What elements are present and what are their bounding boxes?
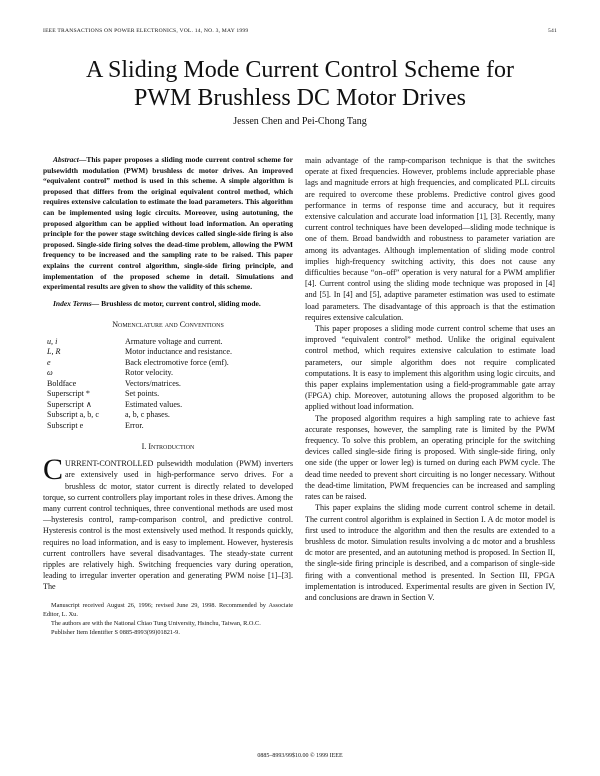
abstract	[43, 155, 293, 293]
title-line-1: A Sliding Mode Current Control Scheme for	[86, 57, 514, 83]
footnotes	[43, 601, 293, 637]
right-column	[305, 155, 555, 603]
introduction-heading: I. Introduction	[141, 442, 195, 452]
nom-desc: Motor inductance and resistance.	[125, 347, 232, 357]
nom-desc: Back electromotive force (emf).	[125, 357, 229, 367]
nom-desc: Armature voltage and current.	[125, 336, 223, 346]
index-terms	[43, 299, 293, 310]
nom-desc: Vectors/matrices.	[125, 378, 181, 388]
body-paragraph: This paper explains the sliding mode current control scheme in detail. The current control algorithm is explained in Section I. A dc motor model is first used to introduce the algorithm and then the results are extended to a brushless dc motor. Simulation results involving a dc motor and a brushless dc motor are presented, and an autotuning method is proposed. In Section II, the single-side firing principle is described, and a comparison of single-side firing with a conventional method is presented. In Section III, FPGA implementation is introduced. Experimental results are given in Section IV, and conclusions are drawn in Section V.	[305, 503, 555, 602]
nom-desc: Set points.	[125, 389, 160, 399]
nom-symbol: u, i	[47, 336, 58, 346]
nom-symbol: Superscript *	[47, 389, 90, 399]
nom-symbol: e	[47, 357, 51, 367]
index-terms-lead: Index Terms—	[53, 298, 100, 308]
introduction-paragraph	[43, 453, 293, 592]
body-paragraph: This paper proposes a sliding mode current control scheme that uses an improved “equivalent control” method. Unlike the original equivalent control method, which requires extensive calculation to estimate load parameters, our simple algorithm does not require complicated computations. It is easy to implement this algorithm using logic circuits, and this paper explains implementation using a field-programmable gate array (FPGA) chip. Moreover, autotuning allows the proposed algorithm to be applied without load information.	[305, 324, 555, 412]
nomenclature-table	[47, 337, 232, 432]
nom-desc: Estimated values.	[125, 399, 183, 409]
index-terms-text: Brushless dc motor, current control, sliding mode.	[101, 298, 261, 308]
nom-symbol: L, R	[47, 347, 61, 357]
nomenclature-row	[47, 389, 232, 400]
footnote-affiliation: The authors are with the National Chiao Tung University, Hsinchu, Taiwan, R.O.C.	[51, 619, 261, 627]
abstract-lead: Abstract—	[53, 155, 87, 164]
running-header: IEEE TRANSACTIONS ON POWER ELECTRONICS, VOL. 14, NO. 3, MAY 1999	[43, 28, 249, 34]
nomenclature-heading: Nomenclature and Conventions	[112, 320, 224, 330]
nomenclature-row	[47, 421, 232, 432]
body-paragraph: The proposed algorithm requires a high sampling rate to achieve fast accurate responses, however, the sampling rate is limited by the PWM frequency. To solve this problem, an operating principle for the switching devices called single-side firing is proposed. With single-side firing, only one side (the upper or lower leg) is turned on during each PWM cycle. The dead time needed to prevent short circuiting is no longer necessary. Without the dead-time limitation, PWM frequencies can be increased and sampling rates can be raised.	[305, 413, 555, 502]
authors: Jessen Chen and Pei-Chong Tang	[233, 116, 367, 127]
nom-symbol: Subscript e	[47, 420, 84, 430]
nomenclature-row	[47, 358, 232, 369]
nomenclature-row	[47, 400, 232, 411]
nomenclature-row	[47, 337, 232, 348]
nomenclature-row	[47, 379, 232, 390]
drop-cap: C	[43, 453, 64, 487]
footnote-manuscript: Manuscript received August 26, 1996; revised June 29, 1998. Recommended by Associate Editor, L. Xu.	[43, 601, 293, 618]
nom-symbol: Boldface	[47, 378, 77, 388]
nomenclature-row	[47, 410, 232, 421]
nomenclature-row	[47, 368, 232, 379]
nom-symbol: ω	[47, 368, 53, 378]
paper-title	[0, 56, 600, 112]
title-line-2: PWM Brushless DC Motor Drives	[133, 85, 466, 111]
nom-symbol: Superscript ∧	[47, 399, 92, 409]
footnote-identifier: Publisher Item Identifier S 0885-8993(99)01821-9.	[51, 628, 180, 636]
nom-desc: a, b, c phases.	[125, 410, 170, 420]
introduction-text: URRENT-CONTROLLED pulsewidth modulation (PWM) inverters are extensively used in high-performance servo drives. For a brushless dc motor, stator current is directly related to developed torque, so current controllers play important roles in these drives. Among the many current control techniques, three conventional methods are used most—hysteresis control, ramp-comparison control, and predictive control. Hysteresis control is the most extensively used method. It responds quickly, requires no load information, and is easy to implement. However, hysteresis current controllers have several disadvantages. The steady-state current ripples are relatively high. Switching frequencies vary during operation, leading to irregular inverter operation and generating PWM noise [1]–[3]. The	[43, 459, 293, 592]
body-paragraph: main advantage of the ramp-comparison technique is that the switches operate at fixed frequencies. However, problems include appreciable phase lags and magnitude errors at high frequencies, and complicated PLL circuits are required to overcome these problems. Predictive control gives good performance in terms of response time and accuracy, but it requires extensive calculation and accurate load information [1], [3]. Recently, many current control techniques have been developed—sliding mode technique is one of them. Broad bandwidth and robustness to parameter variation are among its advantages. Although implementation of sliding mode control implies high-frequency switching activity, this does not cause any difficulties because “on–off” operation is very natural for a PWM amplifier [4]. Current control using the sliding mode technique was proposed in [4] and [5]. In [4] and [5], adaptive parameter estimation was used to estimate load parameters. The disadvantage of this approach is that the estimation requires extensive calculation.	[305, 156, 555, 322]
abstract-text: This paper proposes a sliding mode current control scheme for pulsewidth modulation (PWM) brushless dc motor drives. An improved “equivalent control” method is used in this scheme. A simple algorithm is proposed that differs from the original equivalent control method, which requires extensive calculation to estimate the load parameters. This algorithm can be implemented using logic circuits. Moreover, using autotuning, the proposed algorithm can be applied without load information. An operating principle for the power stage switching devices called single-side firing is also proposed. Single-side firing solves the dead-time problem, allowing the PWM frequency to be increased and the sampling rate to be raised. This paper explains the current control algorithm, single-side firing principle, and implementation of the proposed scheme in detail. Simulations and experimental results are given to show the validity of this scheme.	[43, 155, 293, 292]
nomenclature-row	[47, 347, 232, 358]
copyright-line: 0885–8993/99$10.00 © 1999 IEEE	[257, 753, 343, 759]
page-number: 541	[548, 28, 557, 34]
nom-desc: Error.	[125, 420, 144, 430]
left-column	[43, 155, 293, 637]
nom-symbol: Subscript a, b, c	[47, 410, 99, 420]
nom-desc: Rotor velocity.	[125, 368, 174, 378]
